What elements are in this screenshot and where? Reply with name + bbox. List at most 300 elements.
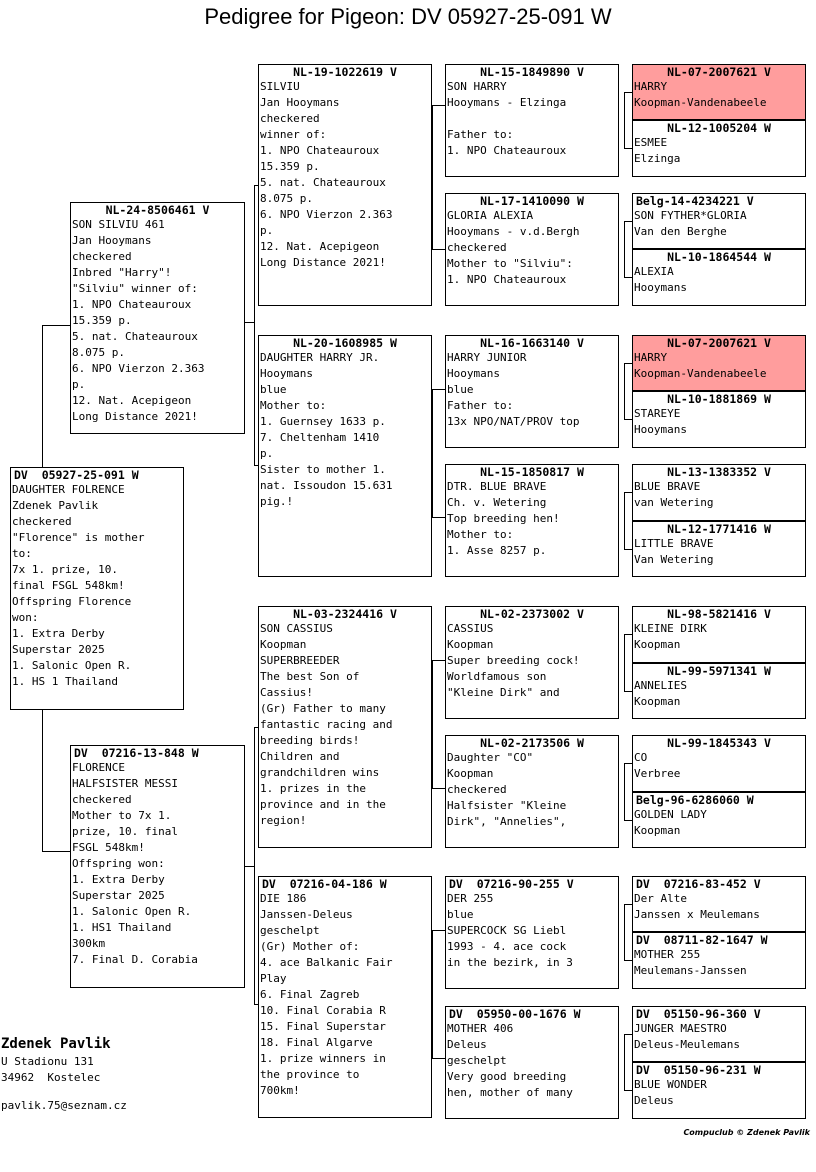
detail-line: fantastic racing and bbox=[260, 718, 393, 731]
bird-details bbox=[71, 760, 244, 968]
detail-line: FLORENCE bbox=[72, 761, 125, 774]
bird-details bbox=[11, 482, 183, 690]
detail-line: final FSGL 548km! bbox=[12, 579, 125, 592]
connector-line bbox=[624, 221, 625, 277]
detail-line bbox=[447, 111, 617, 127]
ring-number: NL-17-1410090 W bbox=[480, 194, 584, 208]
detail-line: blue bbox=[447, 908, 474, 921]
detail-line: 8.075 p. bbox=[260, 192, 313, 205]
detail-line: Koopman bbox=[447, 767, 494, 780]
connector-line bbox=[42, 325, 70, 326]
bird-card-g4-6 bbox=[632, 391, 806, 448]
detail-line: 13x NPO/NAT/PROV top bbox=[447, 415, 580, 428]
detail-line: region! bbox=[260, 814, 307, 827]
ring-number: Belg-96-6286060 W bbox=[636, 793, 754, 807]
detail-line: p. bbox=[260, 224, 274, 237]
bird-card-g4-7 bbox=[632, 464, 806, 521]
bird-card-ddd bbox=[445, 1006, 619, 1119]
detail-line: HALFSISTER MESSI bbox=[72, 777, 178, 790]
detail-line: DER 255 bbox=[447, 892, 494, 905]
bird-card-g4-12 bbox=[632, 792, 806, 848]
detail-line: Koopman bbox=[634, 824, 681, 837]
page-title: Pedigree for Pigeon: DV 05927-25-091 W bbox=[204, 4, 612, 29]
bird-details bbox=[633, 350, 805, 382]
detail-line: JUNGER MAESTRO bbox=[634, 1022, 727, 1035]
detail-line: 1. prize winners in bbox=[260, 1052, 386, 1065]
bird-card-dsd bbox=[445, 735, 619, 848]
ring-number: NL-19-1022619 V bbox=[293, 65, 397, 79]
detail-line: pig.! bbox=[260, 495, 294, 508]
connector-line bbox=[432, 930, 445, 931]
detail-line: SUPERCOCK SG Liebl bbox=[447, 924, 567, 937]
detail-line: GLORIA ALEXIA bbox=[447, 209, 534, 222]
detail-line: Jan Hooymans bbox=[72, 234, 152, 247]
bird-details bbox=[633, 1077, 805, 1109]
connector-line bbox=[624, 277, 632, 278]
detail-line: 12. Nat. Acepigeon bbox=[260, 240, 380, 253]
detail-line: Father to: bbox=[447, 128, 514, 141]
connector-line bbox=[432, 660, 433, 788]
detail-line: "Kleine Dirk" and bbox=[447, 686, 560, 699]
detail-line: Van Wetering bbox=[634, 553, 714, 566]
detail-line: DAUGHTER FOLRENCE bbox=[12, 483, 125, 496]
detail-line: hen, mother of many bbox=[447, 1086, 573, 1099]
bird-details bbox=[633, 750, 805, 782]
connector-line bbox=[624, 763, 625, 820]
ring-number: NL-07-2007621 V bbox=[667, 65, 771, 79]
bird-details bbox=[446, 891, 618, 971]
detail-line: won: bbox=[12, 611, 39, 624]
connector-line bbox=[624, 221, 632, 222]
detail-line: 1. NPO Chateauroux bbox=[447, 144, 567, 157]
ring-number: NL-16-1663140 V bbox=[480, 336, 584, 350]
detail-line: the province to bbox=[260, 1068, 360, 1081]
bird-details bbox=[633, 678, 805, 710]
detail-line: geschelpt bbox=[260, 924, 320, 937]
bird-details bbox=[446, 621, 618, 701]
detail-line: SON SILVIU 461 bbox=[72, 218, 165, 231]
detail-line: MOTHER 406 bbox=[447, 1022, 514, 1035]
bird-card-g4-14 bbox=[632, 932, 806, 989]
connector-line bbox=[624, 634, 632, 635]
detail-line: 15. Final Superstar bbox=[260, 1020, 386, 1033]
bird-card-g4-8 bbox=[632, 521, 806, 577]
bird-details bbox=[259, 350, 431, 510]
detail-line: 6. Final Zagreb bbox=[260, 988, 360, 1001]
detail-line: 7. Cheltenham 1410 bbox=[260, 431, 380, 444]
detail-line: 1. Salonic Open R. bbox=[12, 659, 132, 672]
connector-line bbox=[42, 851, 70, 852]
bird-details bbox=[633, 79, 805, 111]
ring-number: NL-20-1608985 W bbox=[293, 336, 397, 350]
detail-line: KLEINE DIRK bbox=[634, 622, 707, 635]
detail-line: Deleus bbox=[447, 1038, 487, 1051]
bird-details bbox=[259, 621, 431, 829]
detail-line: CO bbox=[634, 751, 648, 764]
detail-line: 6. NPO Vierzon 2.363 bbox=[260, 208, 393, 221]
detail-line: province and in the bbox=[260, 798, 386, 811]
detail-line: 1. prizes in the bbox=[260, 782, 366, 795]
detail-line: Mother to "Silviu": bbox=[447, 257, 573, 270]
detail-line: Verbree bbox=[634, 767, 681, 780]
detail-line: BLUE WONDER bbox=[634, 1078, 707, 1091]
bird-card-g4-9 bbox=[632, 606, 806, 663]
bird-details bbox=[633, 947, 805, 979]
connector-line bbox=[624, 419, 632, 420]
bird-card-g4-15 bbox=[632, 1006, 806, 1062]
ring-number: DV 05150-96-231 W bbox=[636, 1063, 761, 1077]
detail-line: Hooymans - Elzinga bbox=[447, 96, 567, 109]
connector-line bbox=[244, 866, 254, 867]
detail-line: Offspring Florence bbox=[12, 595, 132, 608]
detail-line: 1993 - 4. ace cock bbox=[447, 940, 567, 953]
footer-credit: Compuclub © Zdenek Pavlik bbox=[683, 1128, 810, 1137]
connector-line bbox=[624, 960, 632, 961]
connector-line bbox=[624, 92, 625, 148]
connector-line bbox=[432, 389, 445, 390]
ring-number: DV 08711-82-1647 W bbox=[636, 933, 768, 947]
ring-number: NL-15-1850817 W bbox=[480, 465, 584, 479]
detail-line: breeding birds! bbox=[260, 734, 360, 747]
bird-details bbox=[446, 79, 618, 159]
detail-line: Janssen x Meulemans bbox=[634, 908, 760, 921]
detail-line: Hooymans - v.d.Bergh bbox=[447, 225, 580, 238]
bird-details bbox=[446, 208, 618, 288]
detail-line: Der Alte bbox=[634, 892, 687, 905]
detail-line: 6. NPO Vierzon 2.363 bbox=[72, 362, 205, 375]
connector-line bbox=[432, 660, 445, 661]
detail-line: Top breeding hen! bbox=[447, 512, 560, 525]
ring-number: DV 07216-13-848 W bbox=[74, 746, 199, 760]
detail-line: 18. Final Algarve bbox=[260, 1036, 373, 1049]
connector-line bbox=[624, 363, 632, 364]
detail-line: HARRY bbox=[634, 80, 668, 93]
detail-line: Koopman bbox=[634, 695, 681, 708]
detail-line: 1. Salonic Open R. bbox=[72, 905, 192, 918]
detail-line: GOLDEN LADY bbox=[634, 808, 707, 821]
detail-line: Koopman bbox=[447, 638, 494, 651]
detail-line: (Gr) Father to many bbox=[260, 702, 386, 715]
bird-card-g4-4 bbox=[632, 249, 806, 306]
bird-card-g4-10 bbox=[632, 663, 806, 719]
bird-details bbox=[446, 479, 618, 559]
bird-details bbox=[633, 807, 805, 839]
bird-card-sss bbox=[445, 64, 619, 177]
detail-line: Hooymans bbox=[260, 367, 313, 380]
bird-card-sds bbox=[445, 335, 619, 448]
connector-line bbox=[624, 1090, 632, 1091]
bird-details bbox=[259, 891, 431, 1099]
connector-line bbox=[624, 92, 632, 93]
bird-card-sire bbox=[70, 202, 245, 434]
detail-line: 10. Final Corabia R bbox=[260, 1004, 386, 1017]
detail-line: Worldfamous son bbox=[447, 670, 547, 683]
detail-line: checkered bbox=[447, 783, 507, 796]
connector-line bbox=[432, 930, 433, 1058]
ring-number: NL-12-1771416 W bbox=[667, 522, 771, 536]
detail-line: 1. Extra Derby bbox=[12, 627, 105, 640]
detail-line: 1. Guernsey 1633 p. bbox=[260, 415, 386, 428]
detail-line: Father to: bbox=[447, 399, 514, 412]
connector-line bbox=[624, 1034, 632, 1035]
connector-line bbox=[624, 492, 632, 493]
detail-line: Mother to: bbox=[260, 399, 327, 412]
detail-line: Daughter "CO" bbox=[447, 751, 534, 764]
detail-line: checkered bbox=[72, 250, 132, 263]
detail-line: STAREYE bbox=[634, 407, 681, 420]
detail-line: 1. HS1 Thailand bbox=[72, 921, 172, 934]
detail-line: ANNELIES bbox=[634, 679, 687, 692]
connector-line bbox=[254, 185, 255, 465]
detail-line: p. bbox=[260, 447, 274, 460]
connector-line bbox=[624, 492, 625, 549]
detail-line: 15.359 p. bbox=[72, 314, 132, 327]
detail-line: ESMEE bbox=[634, 136, 668, 149]
detail-line: The best Son of bbox=[260, 670, 360, 683]
detail-line: Play bbox=[260, 972, 287, 985]
connector-line bbox=[254, 727, 255, 1004]
detail-line: to: bbox=[12, 547, 32, 560]
detail-line: FSGL 548km! bbox=[72, 841, 145, 854]
detail-line: checkered bbox=[447, 241, 507, 254]
bird-details bbox=[633, 536, 805, 568]
detail-line: blue bbox=[260, 383, 287, 396]
detail-line: Elzinga bbox=[634, 152, 681, 165]
detail-line: SON CASSIUS bbox=[260, 622, 333, 635]
detail-line: checkered bbox=[72, 793, 132, 806]
bird-details bbox=[633, 891, 805, 923]
bird-card-ssd bbox=[445, 193, 619, 306]
bird-details bbox=[633, 1021, 805, 1053]
connector-line bbox=[624, 904, 632, 905]
detail-line: checkered bbox=[12, 515, 72, 528]
connector-line bbox=[42, 709, 43, 851]
ring-number: NL-13-1383352 V bbox=[667, 465, 771, 479]
ring-number: DV 07216-90-255 V bbox=[449, 877, 574, 891]
bird-card-dds bbox=[445, 876, 619, 989]
detail-line: Halfsister "Kleine bbox=[447, 799, 567, 812]
breeder-info bbox=[1, 1034, 127, 1114]
detail-line: grandchildren wins bbox=[260, 766, 380, 779]
detail-line: Cassius! bbox=[260, 686, 313, 699]
bird-details bbox=[446, 750, 618, 830]
ring-number: NL-99-1845343 V bbox=[667, 736, 771, 750]
connector-line bbox=[624, 904, 625, 960]
detail-line: Van den Berghe bbox=[634, 225, 727, 238]
connector-line bbox=[432, 1058, 445, 1059]
bird-card-dam-dam bbox=[258, 876, 432, 1118]
detail-line: 700km! bbox=[260, 1084, 300, 1097]
detail-line: p. bbox=[72, 378, 86, 391]
bird-details bbox=[259, 79, 431, 271]
bird-card-g4-3 bbox=[632, 193, 806, 249]
detail-line: Janssen-Deleus bbox=[260, 908, 353, 921]
detail-line: 1. NPO Chateauroux bbox=[447, 273, 567, 286]
bird-details bbox=[446, 350, 618, 430]
connector-line bbox=[432, 105, 433, 249]
connector-line bbox=[432, 788, 445, 789]
bird-card-g4-11 bbox=[632, 735, 806, 792]
detail-line: DIE 186 bbox=[260, 892, 307, 905]
detail-line: 5. nat. Chateauroux bbox=[72, 330, 198, 343]
bird-details bbox=[633, 135, 805, 167]
bird-card-dam bbox=[70, 745, 245, 988]
detail-line: Koopman-Vandenabeele bbox=[634, 96, 767, 109]
detail-line: 5. nat. Chateauroux bbox=[260, 176, 386, 189]
detail-line: 4. ace Balkanic Fair bbox=[260, 956, 393, 969]
ring-number: NL-07-2007621 V bbox=[667, 336, 771, 350]
detail-line: 12. Nat. Acepigeon bbox=[72, 394, 192, 407]
ring-number: DV 05927-25-091 W bbox=[14, 468, 139, 482]
detail-line: Jan Hooymans bbox=[260, 96, 340, 109]
breeder-email: pavlik.75@seznam.cz bbox=[1, 1099, 127, 1112]
detail-line: (Gr) Mother of: bbox=[260, 940, 360, 953]
detail-line: Zdenek Pavlik bbox=[12, 499, 99, 512]
connector-line bbox=[42, 325, 43, 468]
detail-line: MOTHER 255 bbox=[634, 948, 701, 961]
connector-line bbox=[624, 1034, 625, 1090]
ring-number: Belg-14-4234221 V bbox=[636, 194, 754, 208]
detail-line: Offspring won: bbox=[72, 857, 165, 870]
bird-card-dss bbox=[445, 606, 619, 719]
detail-line: Hooymans bbox=[634, 281, 687, 294]
bird-details bbox=[633, 406, 805, 438]
ring-number: DV 07216-04-186 W bbox=[262, 877, 387, 891]
detail-line: Long Distance 2021! bbox=[260, 256, 386, 269]
detail-line: "Florence" is mother bbox=[12, 531, 145, 544]
detail-line: Deleus-Meulemans bbox=[634, 1038, 740, 1051]
detail-line: in the bezirk, in 3 bbox=[447, 956, 573, 969]
connector-line bbox=[244, 322, 254, 323]
ring-number: NL-98-5821416 V bbox=[667, 607, 771, 621]
detail-line: 7. Final D. Corabia bbox=[72, 953, 198, 966]
detail-line: Meulemans-Janssen bbox=[634, 964, 747, 977]
detail-line: 1. Asse 8257 p. bbox=[447, 544, 547, 557]
detail-line: ALEXIA bbox=[634, 265, 674, 278]
ring-number: DV 07216-83-452 V bbox=[636, 877, 761, 891]
detail-line: geschelpt bbox=[447, 1054, 507, 1067]
detail-line: Superstar 2025 bbox=[12, 643, 105, 656]
bird-card-g4-5 bbox=[632, 335, 806, 391]
detail-line: Dirk", "Annelies", bbox=[447, 815, 567, 828]
bird-details bbox=[633, 208, 805, 240]
ring-number: NL-03-2324416 V bbox=[293, 607, 397, 621]
bird-card-g4-1 bbox=[632, 64, 806, 120]
ring-number: NL-15-1849890 V bbox=[480, 65, 584, 79]
connector-line bbox=[432, 105, 445, 106]
detail-line: 8.075 p. bbox=[72, 346, 125, 359]
detail-line: 15.359 p. bbox=[260, 160, 320, 173]
bird-details bbox=[71, 217, 244, 425]
detail-line: HARRY JUNIOR bbox=[447, 351, 527, 364]
detail-line: blue bbox=[447, 383, 474, 396]
connector-line bbox=[432, 517, 445, 518]
detail-line: Koopman-Vandenabeele bbox=[634, 367, 767, 380]
detail-line: checkered bbox=[260, 112, 320, 125]
detail-line: Superstar 2025 bbox=[72, 889, 165, 902]
detail-line: Ch. v. Wetering bbox=[447, 496, 547, 509]
detail-line: DAUGHTER HARRY JR. bbox=[260, 351, 380, 364]
detail-line: 7x 1. prize, 10. bbox=[12, 563, 118, 576]
ring-number: NL-99-5971341 W bbox=[667, 664, 771, 678]
detail-line: 1. HS 1 Thailand bbox=[12, 675, 118, 688]
detail-line: 1. NPO Chateauroux bbox=[72, 298, 192, 311]
detail-line: SON HARRY bbox=[447, 80, 507, 93]
connector-line bbox=[624, 763, 632, 764]
detail-line: Mother to 7x 1. bbox=[72, 809, 172, 822]
ring-number: NL-02-2373002 V bbox=[480, 607, 584, 621]
bird-card-sdd bbox=[445, 464, 619, 577]
detail-line: nat. Issoudon 15.631 bbox=[260, 479, 393, 492]
detail-line: Very good breeding bbox=[447, 1070, 567, 1083]
detail-line: BLUE BRAVE bbox=[634, 480, 701, 493]
detail-line: van Wetering bbox=[634, 496, 714, 509]
detail-line: winner of: bbox=[260, 128, 327, 141]
detail-line: SUPERBREEDER bbox=[260, 654, 340, 667]
detail-line: 1. NPO Chateauroux bbox=[260, 144, 380, 157]
bird-details bbox=[633, 621, 805, 653]
detail-line: Hooymans bbox=[634, 423, 687, 436]
detail-line: Hooymans bbox=[447, 367, 500, 380]
bird-card-g4-16 bbox=[632, 1062, 806, 1119]
detail-line: SILVIU bbox=[260, 80, 300, 93]
ring-number: NL-10-1881869 W bbox=[667, 392, 771, 406]
bird-details bbox=[633, 479, 805, 511]
detail-line: Mother to: bbox=[447, 528, 514, 541]
connector-line bbox=[624, 634, 625, 691]
bird-card-sire-dam bbox=[258, 335, 432, 577]
bird-card-g4-13 bbox=[632, 876, 806, 932]
detail-line: Long Distance 2021! bbox=[72, 410, 198, 423]
connector-line bbox=[624, 363, 625, 419]
connector-line bbox=[624, 820, 632, 821]
detail-line: "Silviu" winner of: bbox=[72, 282, 198, 295]
detail-line: Super breeding cock! bbox=[447, 654, 580, 667]
detail-line: LITTLE BRAVE bbox=[634, 537, 714, 550]
ring-number: DV 05950-00-1676 W bbox=[449, 1007, 581, 1021]
bird-card-g4-2 bbox=[632, 120, 806, 177]
breeder-city: 34962 Kostelec bbox=[1, 1071, 101, 1084]
ring-number: NL-02-2173506 W bbox=[480, 736, 584, 750]
ring-number: NL-10-1864544 W bbox=[667, 250, 771, 264]
connector-line bbox=[624, 148, 632, 149]
bird-card-main bbox=[10, 467, 184, 710]
detail-line: Inbred "Harry"! bbox=[72, 266, 172, 279]
detail-line: Deleus bbox=[634, 1094, 674, 1107]
detail-line: 300km bbox=[72, 937, 106, 950]
detail-line: Sister to mother 1. bbox=[260, 463, 386, 476]
bird-card-sire-sire bbox=[258, 64, 432, 306]
detail-line: HARRY bbox=[634, 351, 668, 364]
detail-line: SON FYTHER*GLORIA bbox=[634, 209, 747, 222]
ring-number: DV 05150-96-360 V bbox=[636, 1007, 761, 1021]
detail-line: Koopman bbox=[260, 638, 307, 651]
detail-line: DTR. BLUE BRAVE bbox=[447, 480, 547, 493]
connector-line bbox=[432, 389, 433, 517]
detail-line: Koopman bbox=[634, 638, 681, 651]
detail-line: prize, 10. final bbox=[72, 825, 178, 838]
connector-line bbox=[432, 249, 445, 250]
ring-number: NL-12-1005204 W bbox=[667, 121, 771, 135]
breeder-street: U Stadionu 131 bbox=[1, 1055, 94, 1068]
detail-line: CASSIUS bbox=[447, 622, 494, 635]
bird-details bbox=[446, 1021, 618, 1101]
bird-card-dam-sire bbox=[258, 606, 432, 848]
connector-line bbox=[624, 691, 632, 692]
bird-details bbox=[633, 264, 805, 296]
breeder-name: Zdenek Pavlik bbox=[1, 1036, 111, 1052]
detail-line: Children and bbox=[260, 750, 340, 763]
